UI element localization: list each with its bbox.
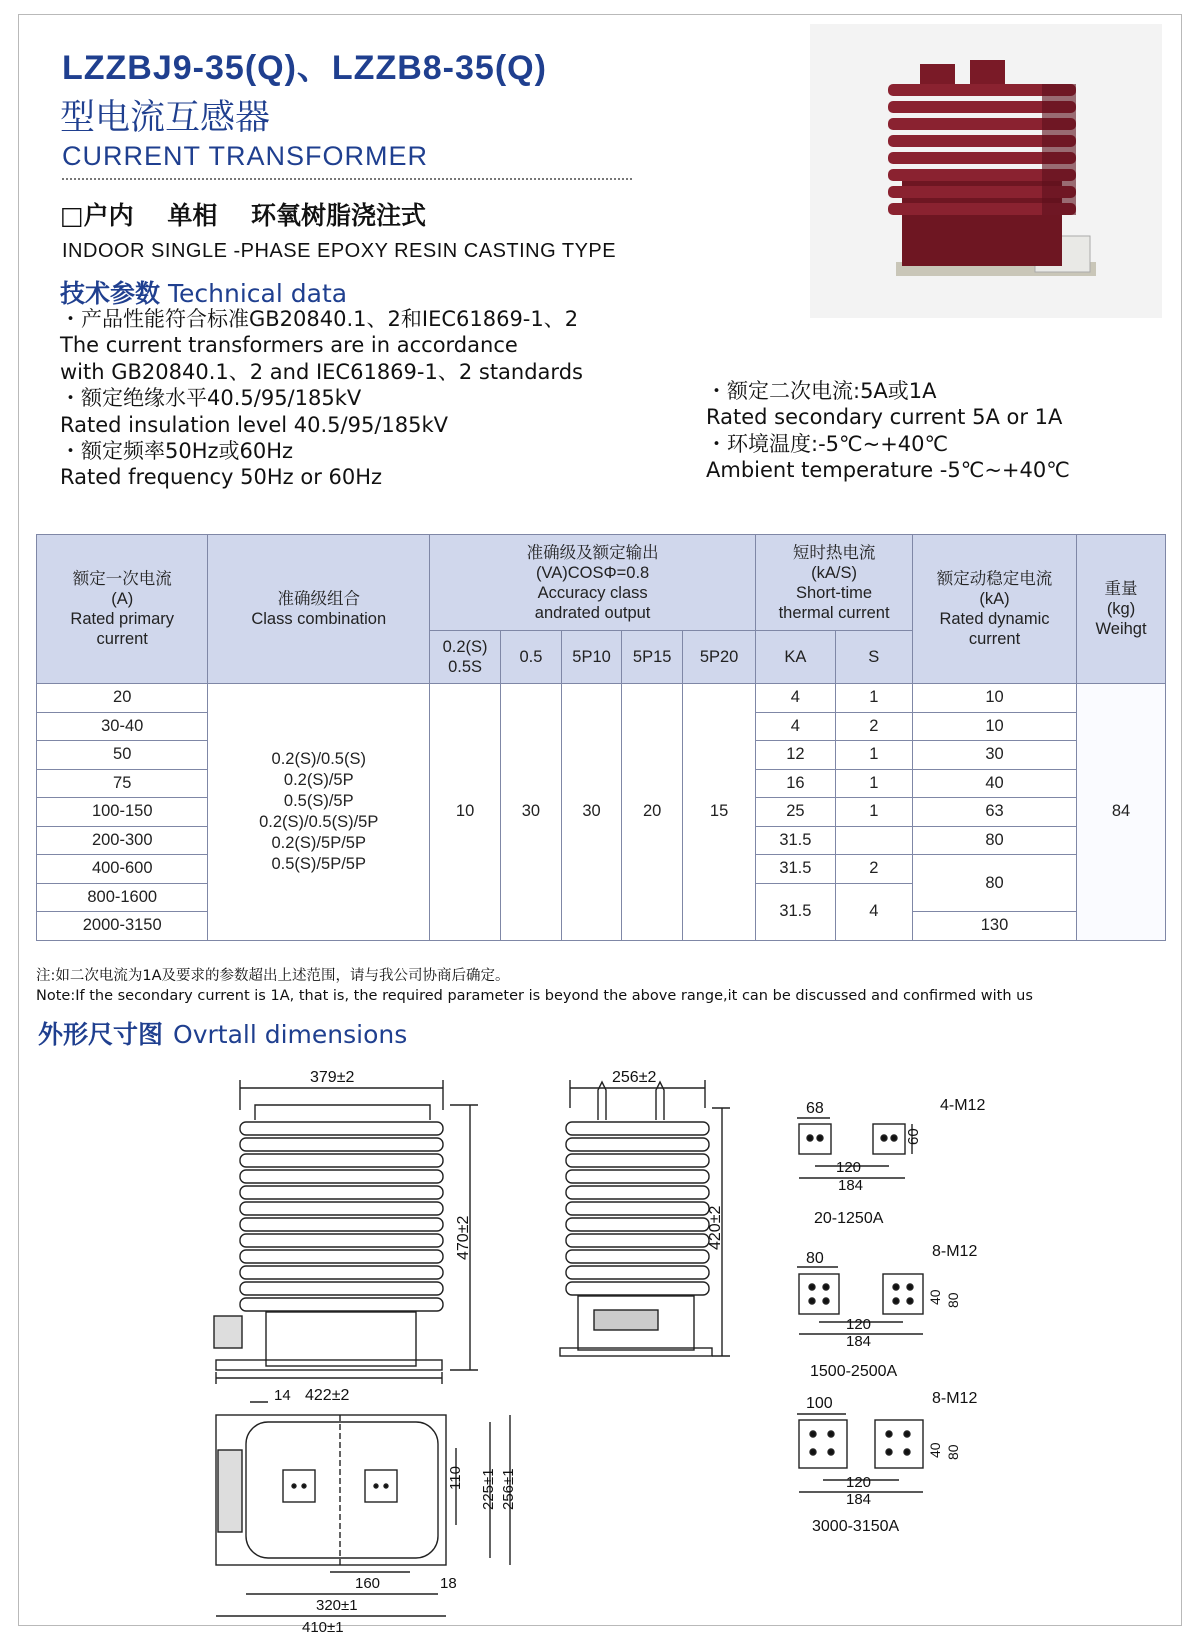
side-view [560,1069,730,1356]
class-combo: 0.5(S)/5P [283,791,354,810]
header-text: current [968,630,1021,648]
spec-line: The current transformers are in accordance [60,333,518,358]
header-primary [37,535,208,684]
dim-front-height: 470±2 [455,1215,472,1260]
header-text: 准确级及额定输出 [526,543,659,562]
table-cell: 1 [835,741,912,770]
header-text: thermal current [778,603,890,622]
header-text: 准确级组合 [277,590,360,608]
header-text: 重量 [1104,580,1138,598]
table-cell: 31.5 [756,826,835,855]
table-cell: 30-40 [37,712,208,741]
table-cell: 30 [501,684,562,941]
table-cell: 800-1600 [37,883,208,912]
header-dynamic [912,535,1076,684]
dim-plan-h3: 256±1 [500,1468,517,1510]
table-cell: 80 [912,855,1076,912]
table-cell: 75 [37,769,208,798]
header-text: Accuracy class [537,583,648,602]
table-cell: 4 [756,684,835,713]
header-text: (kA) [979,590,1010,608]
term3-h2: 80 [945,1444,961,1460]
table-cell: 1 [835,684,912,713]
dimensions-heading-cn: 外形尺寸图 [38,1020,164,1049]
dim-side-top: 256±2 [612,1069,657,1086]
term3-c: 120 [846,1474,872,1491]
table-cell: 50 [37,741,208,770]
table-cell: 16 [756,769,835,798]
class-combo: 0.5(S)/5P/5P [271,854,366,873]
table-cell: 20 [37,684,208,713]
table-cell: 1 [835,798,912,827]
sub-header-5p15: 5P15 [622,631,683,684]
spec-line: ・产品性能符合标准GB20840.1、2和IEC61869-1、2 [60,307,579,331]
footnote-en: Note:If the secondary current is 1A, that is, the required parameter is beyond the above range,it can be discussed and confirmed with us [36,988,1033,1004]
side-fins [566,1122,709,1295]
table-cell: 30 [912,741,1076,770]
class-combination-cell [208,684,430,941]
header-text: Short-time [796,583,873,602]
sub-header-5p10: 5P10 [561,631,622,684]
table-cell: 1 [835,769,912,798]
dim-plan-h1: 110 [447,1466,464,1490]
term1-d: 184 [838,1177,864,1194]
sub-header-ka: KA [756,631,835,684]
feature-en: INDOOR SINGLE -PHASE EPOXY RESIN CASTING TYPE [62,240,617,262]
header-text: 额定一次电流 [72,570,172,588]
dim-plan-w1: 160 [355,1575,381,1592]
dim-plan-w3: 320±1 [316,1597,358,1614]
table-cell: 10 [430,684,501,941]
product-title-cn: 型电流互感器 [60,98,271,138]
table-cell: 12 [756,741,835,770]
terminal-detail-2 [797,1243,977,1380]
spec-line: Rated frequency 50Hz or 60Hz [60,465,383,490]
dimensions-heading-en: Ovrtall dimensions [173,1020,408,1049]
class-combo: 0.2(S)/5P/5P [271,833,366,852]
class-combo: 0.2(S)/0.5(S)/5P [259,812,379,831]
table-cell: 200-300 [37,826,208,855]
header-text: (kA/S) [811,563,857,582]
dimensions-heading [38,1015,407,1051]
header-text: (VA)COSΦ=0.8 [535,563,650,582]
spec-right [706,378,1070,484]
product-subtitle: CURRENT TRANSFORMER [62,141,429,171]
spec-line: ・环境温度:-5℃~+40℃ [706,431,949,456]
table-cell: 2 [835,855,912,884]
dimension-drawings [0,1060,1200,1640]
footnote-cn: 注:如二次电流为1A及要求的参数超出上述范围，请与我公司协商后确定。 [36,968,510,984]
table-cell: 63 [912,798,1076,827]
spec-line: with GB20840.1、2 and IEC61869-1、2 standards [60,359,583,384]
dotted-divider [62,178,632,180]
table-cell: 2 [835,712,912,741]
table-cell [835,826,912,855]
spec-line: ・额定频率50Hz或60Hz [60,439,294,464]
term3-h1: 40 [927,1442,943,1458]
header-text: (kg) [1106,600,1136,618]
term1-h: 60 [905,1128,922,1145]
table-cell: 400-600 [37,855,208,884]
table-cell: 100-150 [37,798,208,827]
header-text: Weihgt [1095,620,1147,638]
header-text: Rated primary [70,610,175,628]
table-cell: 2000-3150 [37,912,208,941]
header-text: Rated dynamic [939,610,1050,628]
dim-front-top: 379±2 [310,1069,355,1086]
table-cell: 4 [835,883,912,940]
term2-c: 120 [846,1316,872,1333]
header-text: Class combination [251,610,387,628]
front-view [214,1069,478,1404]
product-photo [810,24,1162,318]
dim-plan-w2: 18 [440,1575,457,1592]
table-cell: 31.5 [756,855,835,884]
dim-plan-bolt: 14 [274,1387,291,1404]
sub-header-05: 0.5 [501,631,562,684]
header-text: (A) [111,590,134,608]
table-cell: 4 [756,712,835,741]
dim-side-height: 420±2 [707,1205,724,1250]
feature-cn: □户内 单相 环氧树脂浇注式 [60,201,427,230]
header-class [208,535,430,684]
footnote [36,966,1033,1006]
spec-left [60,306,583,491]
table-cell: 40 [912,769,1076,798]
sub-header-02s [430,631,501,684]
table-cell: 30 [561,684,622,941]
spec-line: Ambient temperature -5℃~+40℃ [706,458,1070,483]
spec-line: ・额定绝缘水平40.5/95/185kV [60,386,362,411]
spec-line: Rated insulation level 40.5/95/185kV [60,412,449,437]
spec-line: Rated secondary current 5A or 1A [706,405,1063,430]
term3-a: 100 [806,1395,833,1412]
terminal-detail-3 [797,1390,977,1535]
spec-table [36,534,1166,941]
term1-thread: 4-M12 [940,1097,986,1114]
header-text: current [96,630,148,648]
tech-heading [60,274,347,310]
header-text: 额定动稳定电流 [936,570,1053,588]
tech-heading-en: Technical data [168,279,348,308]
term3-range: 3000-3150A [812,1518,900,1535]
header-thermal [756,535,913,631]
table-cell: 20 [622,684,683,941]
spec-line: ・额定二次电流:5A或1A [706,379,937,403]
header-text: andrated output [534,603,651,622]
class-combo: 0.2(S)/5P [283,770,354,789]
header-text: 0.2(S) [442,638,488,656]
term2-a: 80 [806,1250,824,1267]
term1-range: 20-1250A [814,1210,884,1227]
term3-d: 184 [846,1491,872,1508]
terminal-detail-1 [797,1097,985,1227]
dim-front-base: 422±2 [305,1387,350,1404]
table-cell: 10 [912,684,1076,713]
sub-header-5p20: 5P20 [683,631,756,684]
front-fins [240,1122,443,1311]
table-cell: 10 [912,712,1076,741]
table-cell: 130 [912,912,1076,941]
term2-range: 1500-2500A [810,1363,898,1380]
term1-a: 68 [806,1100,824,1117]
weight-cell: 84 [1077,684,1166,941]
table-cell: 80 [912,826,1076,855]
product-title: LZZBJ9-35(Q)、LZZB8-35(Q) [62,49,547,87]
term2-d: 184 [846,1333,872,1350]
header-output [430,535,756,631]
sub-header-s: S [835,631,912,684]
tech-heading-cn: 技术参数 [60,279,161,308]
term1-c: 120 [836,1159,862,1176]
term3-thread: 8-M12 [932,1390,978,1407]
term2-thread: 8-M12 [932,1243,978,1260]
plan-view [216,1387,517,1636]
table-cell: 25 [756,798,835,827]
header-text: 短时热电流 [792,543,876,562]
table-cell: 31.5 [756,883,835,940]
header-weight [1077,535,1166,684]
header-text: 0.5S [448,658,483,676]
dim-plan-h2: 225±1 [480,1468,497,1510]
table-cell: 15 [683,684,756,941]
dim-plan-w4: 410±1 [302,1619,344,1636]
term2-h1: 40 [927,1289,943,1305]
term2-h2: 80 [945,1292,961,1308]
class-combo: 0.2(S)/0.5(S) [271,749,366,768]
